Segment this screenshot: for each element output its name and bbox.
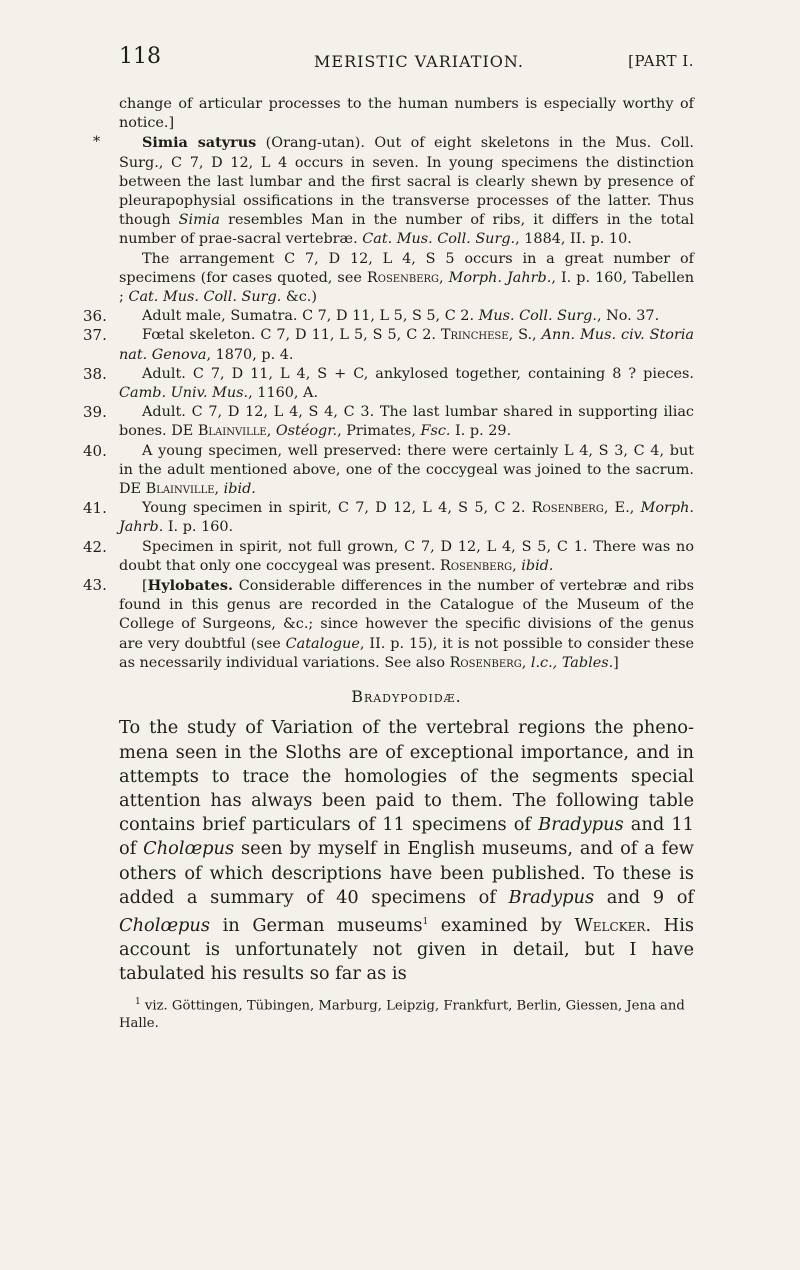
entry-39: 39. Adult. C 7, D 12, L 4, S 4, C 3. The last lumbar shared in supporting iliac bones. DE Blainville, Ostéogr., Primates, Fsc. I. p. 29. — [83, 403, 694, 440]
entry-number: 41. — [83, 499, 107, 518]
entry-number: 39. — [83, 403, 107, 422]
entry-marker: * — [93, 134, 101, 151]
page-body — [83, 95, 695, 1032]
entry-36: 36. Adult male, Sumatra. C 7, D 11, L 5, S 5, C 2. Mus. Coll. Surg., No. 37. — [83, 307, 660, 326]
citation: Cat. Mus. Coll. Surg. — [362, 231, 516, 248]
page-number: 118 — [119, 44, 161, 69]
species-name: Simia satyrus — [142, 134, 257, 152]
entry-number: 43. — [83, 576, 107, 595]
intro-paragraph: change of articular processes to the human numbers is especially worthy of notice.] — [119, 96, 694, 132]
entry-number: 42. — [83, 537, 107, 556]
entry-number: 36. — [83, 307, 107, 326]
footnote: $^1$ viz. Göttingen, Tübingen, Marburg, Leipzig, Frankfurt, Berlin, Giessen, Jena and Halle. — [119, 997, 685, 1031]
arrangement-paragraph: The arrangement C 7, D 12, L 4, S 5 occurs in a great number of specimens (for cases quoted, see Rosenberg, Morph. Jahrb., I. p. 160, Tabellen ; Cat. Mus. Coll. Surg. &c.) — [119, 250, 694, 306]
main-paragraph: To the study of Variation of the vertebral regions the pheno-mena seen in the Sloths are of exceptional importance, and in attempts to trace the homologies of the segments special attention has always been paid to them. The following table contains brief particulars of 11 specimens of Bradypus and 11 of Cholœpus seen by myself in English museums, and of a few others of which descriptions have been published. To these is added a summary of 40 specimens of Bradypus and 9 of Cholœpus in German museums$^1$ examined by Welcker. His account is unfortunately not given in detail, but I have tabulated his results so far as is — [119, 717, 695, 985]
entry-41: 41. Young specimen in spirit, C 7, D 12, L 4, S 5, C 2. Rosenberg, E., Morph. Jahrb. I. p. 160. — [83, 499, 694, 536]
running-header — [119, 40, 694, 80]
entry-38: 38. Adult. C 7, D 11, L 4, S + C, ankylosed together, containing 8 ? pieces. Camb. Univ. Mus., 1160, A. — [83, 364, 694, 402]
entry-40: 40. A young specimen, well preserved: there were certainly L 4, S 3, C 4, but in the adult mentioned above, one of the coccygeal was joined to the sacrum. DE Blainville, ibid. — [83, 441, 694, 498]
entry-43: 43. [Hylobates. Considerable differences in the number of vertebræ and ribs found in this genus are recorded in the Catalogue of the Museum of the College of Surgeons, &c.; since however the specific divisions of the genus are very doubtful (see Catalogue, II. p. 15), it is not possible to consider these as necessarily individual variations. See also Rosenberg, l.c., Tables.] — [83, 576, 695, 671]
entry-number: 38. — [83, 364, 107, 383]
entry-simia: * Simia satyrus (Orang-utan). Out of eight skeletons in the Mus. Coll. Surg., C 7, D 12, L 4 occurs in seven. In young specimens the distinction between the last lumbar and the first sacral is clearly shewn by presence of pleurapophysial ossifications in the transverse processes of the latter. Thus though Simia resembles Man in the number of ribs, it differs in the total number of prae-sacral vertebræ. Cat. Mus. Coll. Surg., 1884, II. p. 10. — [93, 134, 695, 248]
running-title: MERISTIC VARIATION. — [314, 52, 524, 71]
entry-37: 37. Fœtal skeleton. C 7, D 11, L 5, S 5, C 2. Trinchese, S., Ann. Mus. civ. Storia nat. Genova, 1870, p. 4. — [83, 326, 695, 363]
section-heading: Bradypodidæ. — [351, 687, 462, 707]
entry-number: 40. — [83, 441, 107, 460]
entry-number: 37. — [83, 326, 107, 345]
part-label: [PART I. — [628, 52, 694, 70]
entry-42: 42. Specimen in spirit, not full grown, C 7, D 12, L 4, S 5, C 1. There was no doubt that only one coccygeal was present. Rosenberg, ibid. — [83, 537, 694, 574]
footnote-ref[interactable]: 1 — [422, 916, 429, 927]
footnote-marker: 1 — [135, 997, 141, 1008]
